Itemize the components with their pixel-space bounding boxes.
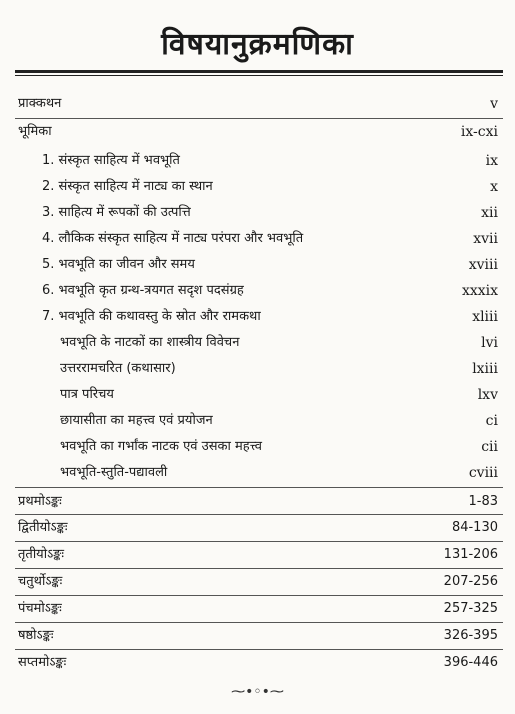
divider xyxy=(15,622,503,623)
toc-entry-act-6[interactable] xyxy=(0,627,515,645)
toc-entry-label: षष्ठोऽङ्कः xyxy=(18,628,54,643)
divider xyxy=(15,118,503,119)
toc-entry[interactable] xyxy=(0,334,515,352)
toc-entry[interactable] xyxy=(0,152,515,170)
toc-entry-label: उत्तररामचरित (कथासार) xyxy=(60,361,176,376)
toc-entry-label: 4. लौकिक संस्कृत साहित्य में नाट्य परंपरा और भवभूति xyxy=(42,231,304,246)
toc-entry[interactable] xyxy=(0,204,515,222)
toc-entry[interactable] xyxy=(0,386,515,404)
toc-entry-prakkathan[interactable] xyxy=(0,95,515,113)
toc-entry-label: प्रथमोऽङ्कः xyxy=(18,494,62,509)
toc-entry-page: 131-206 xyxy=(443,547,498,562)
toc-entry-page: lxiii xyxy=(472,361,498,377)
toc-entry-label: भवभूति-स्तुति-पद्यावली xyxy=(60,465,168,480)
divider xyxy=(15,487,503,488)
toc-entry-label: 7. भवभूति की कथावस्तु के स्रोत और रामकथा xyxy=(42,309,261,324)
toc-entry-act-7[interactable] xyxy=(0,654,515,672)
toc-entry[interactable] xyxy=(0,282,515,300)
toc-entry-label: भवभूति का गर्भांक नाटक एवं उसका महत्त्व xyxy=(60,439,262,454)
toc-entry-page: v xyxy=(490,96,498,112)
toc-entry-label: द्वितीयोऽङ्कः xyxy=(18,520,68,535)
toc-entry-label: 6. भवभूति कृत ग्रन्थ-त्रयगत सदृश पदसंग्रह xyxy=(42,283,244,298)
toc-entry-act-5[interactable] xyxy=(0,600,515,618)
ornament-icon: ⁓•◦•⁓ xyxy=(231,684,284,700)
toc-entry-page: x xyxy=(490,179,498,195)
toc-entry-act-4[interactable] xyxy=(0,573,515,591)
toc-entry[interactable] xyxy=(0,438,515,456)
toc-entry-label: 5. भवभूति का जीवन और समय xyxy=(42,257,195,272)
toc-entry-page: cviii xyxy=(468,465,498,481)
toc-entry-page: xviii xyxy=(468,257,498,273)
title-rule-thin xyxy=(15,75,503,76)
toc-entry-label: 2. संस्कृत साहित्य में नाट्य का स्थान xyxy=(42,179,213,194)
toc-entry-page: ix xyxy=(485,153,498,169)
divider xyxy=(15,541,503,542)
divider xyxy=(15,568,503,569)
toc-entry-page: xvii xyxy=(473,231,498,247)
divider xyxy=(15,595,503,596)
toc-entry-label: 3. साहित्य में रूपकों की उत्पत्ति xyxy=(42,205,191,220)
toc-entry-page: 1-83 xyxy=(468,494,498,509)
toc-entry-act-1[interactable] xyxy=(0,493,515,511)
toc-entry[interactable] xyxy=(0,464,515,482)
toc-entry-page: 257-325 xyxy=(443,601,498,616)
toc-entry-label: छायासीता का महत्त्व एवं प्रयोजन xyxy=(60,413,213,428)
toc-entry[interactable] xyxy=(0,308,515,326)
toc-entry-page: 84-130 xyxy=(451,520,498,535)
toc-entry-act-3[interactable] xyxy=(0,546,515,564)
toc-entry-label: पंचमोऽङ्कः xyxy=(18,601,62,616)
toc-entry-page: lvi xyxy=(481,335,498,351)
toc-entry-page: cii xyxy=(481,439,498,455)
toc-entry-act-2[interactable] xyxy=(0,519,515,537)
toc-entry[interactable] xyxy=(0,230,515,248)
toc-entry-label: चतुर्थोऽङ्कः xyxy=(18,574,63,589)
divider xyxy=(15,649,503,650)
toc-entry-label: प्राक्कथन xyxy=(18,96,62,111)
toc-entry-label: तृतीयोऽङ्कः xyxy=(18,547,65,562)
toc-entry-label: सप्तमोऽङ्कः xyxy=(18,655,67,670)
title-rule-thick xyxy=(15,70,503,73)
page-title: विषयानुक्रमणिका xyxy=(161,27,354,62)
divider xyxy=(15,514,503,515)
toc-entry-page: 326-395 xyxy=(443,628,498,643)
toc-entry-page: xliii xyxy=(472,309,498,325)
toc-entry[interactable] xyxy=(0,256,515,274)
toc-entry[interactable] xyxy=(0,412,515,430)
toc-entry-label: भूमिका xyxy=(18,124,52,139)
toc-entry-page: 207-256 xyxy=(443,574,498,589)
toc-entry-label: पात्र परिचय xyxy=(60,387,114,402)
toc-entry-page: 396-446 xyxy=(443,655,498,670)
toc-entry-page: lxv xyxy=(477,387,498,403)
toc-entry-label: भवभूति के नाटकों का शास्त्रीय विवेचन xyxy=(60,335,240,350)
toc-entry-page: ci xyxy=(485,413,498,429)
toc-entry[interactable] xyxy=(0,178,515,196)
toc-entry[interactable] xyxy=(0,360,515,378)
toc-entry-page: ix-cxi xyxy=(460,124,498,140)
toc-entry-bhumika[interactable] xyxy=(0,123,515,141)
toc-entry-label: 1. संस्कृत साहित्य में भवभूति xyxy=(42,153,180,168)
toc-entry-page: xii xyxy=(481,205,498,221)
toc-entry-page: xxxix xyxy=(461,283,498,299)
